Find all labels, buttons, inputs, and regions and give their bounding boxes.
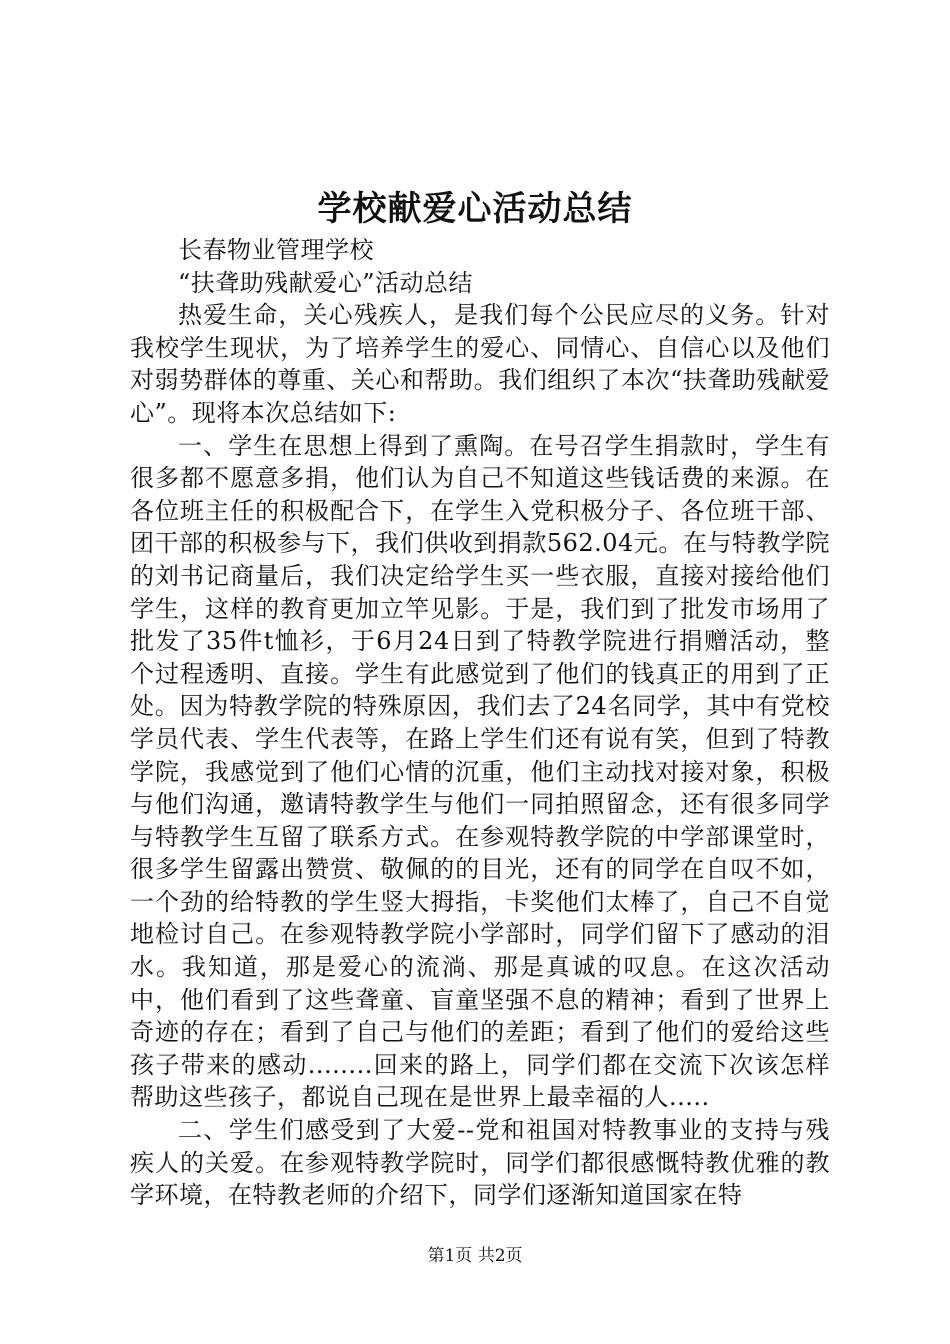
section-two-paragraph: 二、学生们感受到了大爱--党和祖国对特教事业的支持与残疾人的关爱。在参观特教学院时，同学们都很感慨特教优雅的教学环境，在特教老师的介绍下，同学们逐渐知道国家在特: [130, 1116, 830, 1210]
page-number-footer: 第1页 共2页: [427, 1246, 523, 1266]
document-title: 学校献爱心活动总结: [317, 189, 633, 229]
document-body: [130, 234, 830, 1212]
section-one-paragraph: 一、学生在思想上得到了熏陶。在号召学生捐款时，学生有很多都不愿意多捐，他们认为自己不知道这些钱话费的来源。在各位班主任的积极配合下，在学生入党积极分子、各位班干部、团干部的积极参与下，我们供收到捐款562.04元。在与特教学院的刘书记商量后，我们决定给学生买一些衣服，直接对接给他们学生，这样的教育更加立竿见影。于是，我们到了批发市场用了批发了35件t恤衫，于6月24日到了特教学院进行捐赠活动，整个过程透明、直接。学生有此感觉到了他们的钱真正的用到了正处。因为特教学院的特殊原因，我们去了24名同学，其中有党校学员代表、学生代表等，在路上学生们还有说有笑，但到了特教学院，我感觉到了他们心情的沉重，他们主动找对接对象，积极与他们沟通，邀请特教学生与他们一同拍照留念，还有很多同学与特教学生互留了联系方式。在参观特教学院的中学部课堂时，很多学生留露出赞赏、敬佩的的目光，还有的同学在自叹不如，一个劲的给特教的学生竖大拇指，卡奖他们太棒了，自己不自觉地检讨自己。在参观特教学院小学部时，同学们留下了感动的泪水。我知道，那是爱心的流淌、那是真诚的叹息。在这次活动中，他们看到了这些聋童、盲童坚强不息的精神；看到了世界上奇迹的存在；看到了自己与他们的差距；看到了他们的爱给这些孩子带来的感动........回来的路上，同学们都在交流下次该怎样帮助这些孩子，都说自己现在是世界上最幸福的人.....: [130, 431, 830, 1112]
intro-paragraph: 热爱生命，关心残疾人，是我们每个公民应尽的义务。针对我校学生现状，为了培养学生的爱心、同情心、自信心以及他们对弱势群体的尊重、关心和帮助。我们组织了本次“扶聋助残献爱心”。现将本次总结如下:: [130, 301, 830, 427]
school-name-line: 长春物业管理学校: [178, 236, 374, 264]
activity-subtitle-line: “扶聋助残献爱心”活动总结: [178, 268, 474, 297]
